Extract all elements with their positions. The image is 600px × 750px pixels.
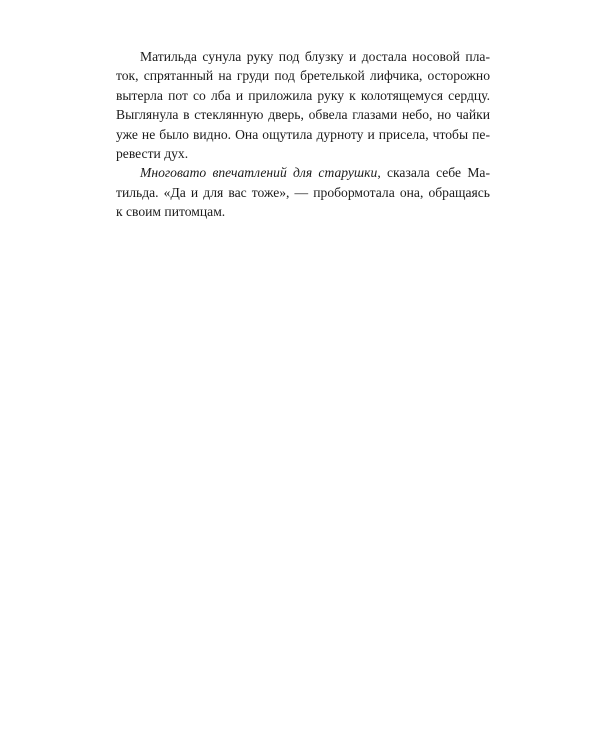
text-line: к своим питомцам. — [116, 204, 226, 220]
paragraph-2 — [116, 163, 490, 221]
text-line: Матильда сунула руку под блузку и достала носовой пла- — [140, 49, 490, 64]
text-line: Многовато впечатлений для старушки, сказала себе Ма- — [140, 165, 490, 181]
body-text — [116, 47, 490, 222]
text-line: ревести дух. — [116, 145, 189, 161]
text-line: Выглянула в стеклянную дверь, обвела глазами небо, но чайки — [116, 107, 490, 123]
text-line: вытерла пот со лба и приложила руку к колотящемуся сердцу. — [116, 87, 490, 103]
text-line: ток, спрятанный на груди под бретелькой лифчика, осторожно — [116, 68, 490, 84]
italic-thought: Многовато впечатлений для старушки — [140, 165, 378, 181]
text-line: тильда. «Да и для вас тоже», — пробормотала она, обращаясь — [116, 184, 490, 200]
paragraph-1 — [116, 47, 490, 163]
text-line: уже не было видно. Она ощутила дурноту и присела, чтобы пе- — [116, 126, 490, 142]
